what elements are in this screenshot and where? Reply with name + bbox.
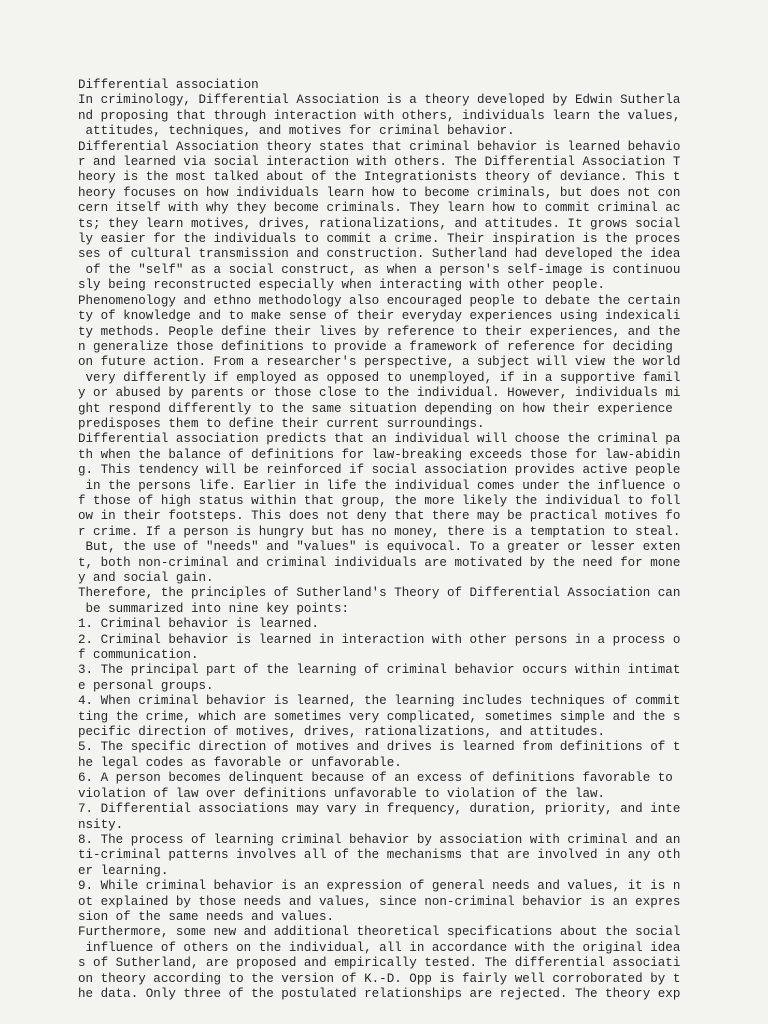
document-line: very differently if employed as opposed to unemployed, if in a supportive famil	[78, 370, 681, 385]
document-line: 4. When criminal behavior is learned, the learning includes techniques of commit	[78, 694, 681, 709]
document-line: ght respond differently to the same situation depending on how their experience	[78, 401, 673, 416]
document-line: ty methods. People define their lives by reference to their experiences, and the	[78, 324, 681, 339]
document-line: r and learned via social interaction with others. The Differential Association T	[78, 155, 681, 170]
document-line: Differential Association theory states that criminal behavior is learned behavio	[78, 139, 681, 154]
document-line: e personal groups.	[78, 678, 214, 693]
document-line: n generalize those definitions to provide a framework of reference for deciding	[78, 339, 673, 354]
document-title: Differential association	[78, 78, 259, 92]
document-line: g. This tendency will be reinforced if social association provides active people	[78, 463, 681, 478]
document-line: violation of law over definitions unfavorable to violation of the law.	[78, 786, 606, 801]
document-line: on theory according to the version of K.-D. Opp is fairly well corroborated by t	[78, 971, 681, 986]
document-line: ting the crime, which are sometimes very complicated, sometimes simple and the s	[78, 709, 681, 724]
document-line: 1. Criminal behavior is learned.	[78, 617, 319, 632]
document-line: s of Sutherland, are proposed and empirically tested. The differential associati	[78, 956, 681, 971]
document-line: 3. The principal part of the learning of criminal behavior occurs within intimat	[78, 663, 681, 678]
document-line: 7. Differential associations may vary in frequency, duration, priority, and inte	[78, 802, 681, 817]
document-line: y or abused by parents or those close to the individual. However, individuals mi	[78, 386, 681, 401]
document-line: Differential association predicts that an individual will choose the criminal pa	[78, 432, 681, 447]
document-line: ses of cultural transmission and construction. Sutherland had developed the idea	[78, 247, 681, 262]
document-line: y and social gain.	[78, 571, 214, 585]
document-line: In criminology, Differential Association is a theory developed by Edwin Sutherla	[78, 93, 681, 108]
document-line: er learning.	[78, 863, 169, 878]
document-line: ty of knowledge and to make sense of their everyday experiences using indexicali	[78, 309, 681, 324]
document-line: ow in their footsteps. This does not deny that there may be practical motives fo	[78, 509, 681, 524]
document-line: cern itself with why they become criminals. They learn how to commit criminal ac	[78, 201, 681, 216]
document-line: be summarized into nine key points:	[78, 601, 350, 616]
document-line: sion of the same needs and values.	[78, 909, 334, 924]
document-line: ly easier for the individuals to commit a crime. Their inspiration is the proces	[78, 232, 681, 247]
document-line: 5. The specific direction of motives and drives is learned from definitions of t	[78, 740, 681, 755]
document-line: on future action. From a researcher's perspective, a subject will view the world	[78, 355, 681, 370]
document-line: of the "self" as a social construct, as when a person's self-image is continuou	[78, 262, 681, 277]
document-line: ts; they learn motives, drives, rationalizations, and attitudes. It grows social	[78, 216, 681, 231]
document-line: th when the balance of definitions for law-breaking exceeds those for law-abidin	[78, 447, 681, 462]
document-line: sly being reconstructed especially when interacting with other people.	[78, 278, 606, 293]
document-line: t, both non-criminal and criminal individuals are motivated by the need for mone	[78, 555, 681, 570]
document-line: in the persons life. Earlier in life the individual comes under the influence o	[78, 478, 681, 493]
document-line: heory is the most talked about of the Integrationists theory of deviance. This t	[78, 170, 681, 185]
document-line: nd proposing that through interaction with others, individuals learn the values,	[78, 108, 681, 123]
document-line: heory focuses on how individuals learn how to become criminals, but does not con	[78, 185, 681, 200]
document-line: ot explained by those needs and values, since non-criminal behavior is an expres	[78, 894, 681, 909]
document-line: nsity.	[78, 817, 124, 832]
document-line: f communication.	[78, 648, 199, 663]
document-line: 6. A person becomes delinquent because of an excess of definitions favorable to	[78, 771, 673, 786]
document-line: f those of high status within that group, the more likely the individual to foll	[78, 493, 681, 508]
document-body	[78, 78, 738, 1002]
document-line: he legal codes as favorable or unfavorable.	[78, 755, 402, 770]
document-line: 9. While criminal behavior is an expression of general needs and values, it is n	[78, 879, 681, 894]
document-line: Phenomenology and ethno methodology also encouraged people to debate the certain	[78, 293, 681, 308]
document-line: he data. Only three of the postulated relationships are rejected. The theory exp	[78, 986, 681, 1001]
document-line: attitudes, techniques, and motives for criminal behavior.	[78, 124, 515, 139]
document-line: Therefore, the principles of Sutherland's Theory of Differential Association can	[78, 586, 681, 601]
document-line: influence of others on the individual, all in accordance with the original idea	[78, 940, 681, 955]
document-line: 2. Criminal behavior is learned in interaction with other persons in a process o	[78, 632, 681, 647]
document-line: predisposes them to define their current surroundings.	[78, 416, 485, 431]
document-line: ti-criminal patterns involves all of the mechanisms that are involved in any oth	[78, 848, 681, 863]
document-line: r crime. If a person is hungry but has no money, there is a temptation to steal.	[78, 524, 681, 539]
document-line: 8. The process of learning criminal behavior by association with criminal and an	[78, 832, 681, 847]
document-line: But, the use of "needs" and "values" is equivocal. To a greater or lesser exten	[78, 540, 681, 555]
document-line: pecific direction of motives, drives, rationalizations, and attitudes.	[78, 725, 606, 740]
document-line: Furthermore, some new and additional theoretical specifications about the social	[78, 925, 681, 940]
